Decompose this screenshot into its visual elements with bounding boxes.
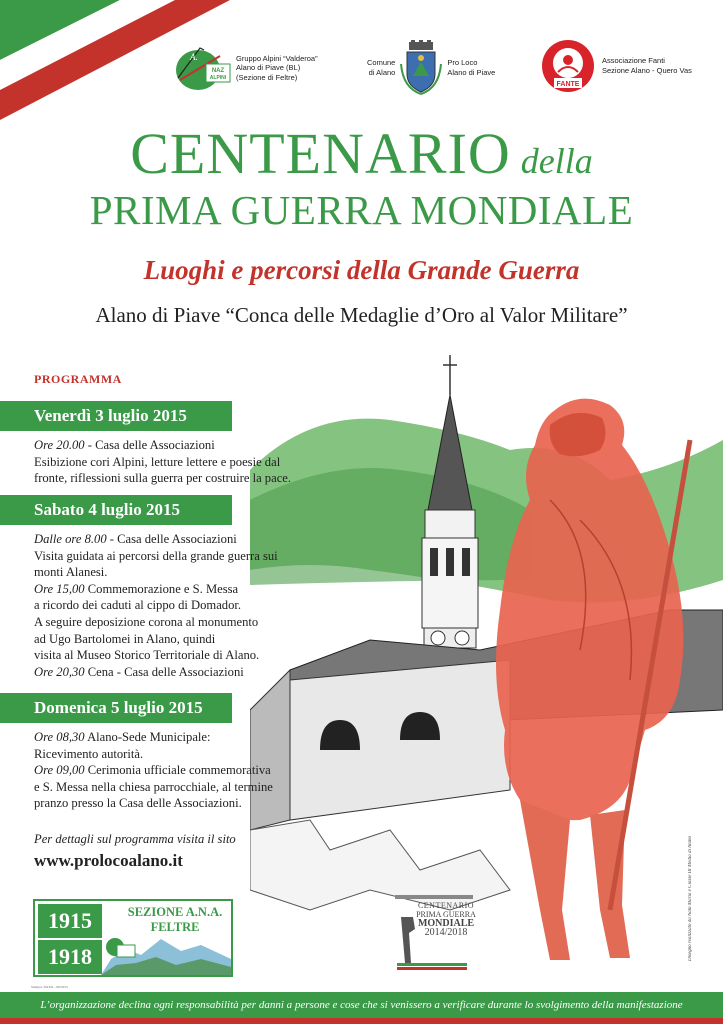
comune-text-1: Comune xyxy=(367,58,396,68)
centenary-logo-text: CENTENARIO PRIMA GUERRA MONDIALE 2014/2018 xyxy=(416,901,476,938)
schedule-line: fronte, riflessioni sulla guerra per costruire la pace. xyxy=(34,471,292,486)
comune-text-2: di Alano xyxy=(368,68,396,77)
friday-schedule xyxy=(34,437,291,487)
footer-disclaimer: L’organizzazione declina ogni responsabilità per danni a persone e cose che si venissero a verificare durante lo svolgimento della manifestazione xyxy=(0,992,723,1024)
proloco-text-2: Alano di Piave xyxy=(447,68,496,77)
fanti-text-2: Sezione Alano - Quero Vas xyxy=(602,66,692,75)
alpini-text-1: Gruppo Alpini “Valderoa” xyxy=(236,53,318,63)
schedule-line: Ore 08,30 Alano-Sede Municipale: xyxy=(34,730,211,744)
svg-text:FANTE: FANTE xyxy=(556,81,580,88)
schedule-line: Ore 09,00 Cerimonia ufficiale commemorativa xyxy=(34,763,271,778)
illustration-credit: Disegno realizzato da Nani Maria e Classe III Media di Alano xyxy=(688,836,693,961)
schedule-line: pranzo presso la Casa delle Associazioni. xyxy=(34,796,242,811)
ana-feltre-badge xyxy=(33,899,233,977)
title-line-2: PRIMA GUERRA MONDIALE xyxy=(89,187,634,233)
title-line-1 xyxy=(0,120,723,187)
schedule-line: monti Alanesi. xyxy=(34,565,108,580)
proloco-text-1: Pro Loco xyxy=(447,58,478,68)
alano-coat-of-arms-icon xyxy=(399,40,443,96)
svg-text:A.: A. xyxy=(190,52,198,62)
schedule-line: ad Ugo Bartolomei in Alano, quindi xyxy=(34,631,216,646)
sunday-schedule xyxy=(34,729,273,812)
schedule-line: Ore 20,30 Cena - Casa delle Associazioni xyxy=(34,664,244,679)
day-header-sunday: Domenica 5 luglio 2015 xyxy=(0,693,232,723)
ana-section-title: SEZIONE A.N.A. FELTRE xyxy=(127,905,223,934)
schedule-line: a ricordo dei caduti al cippo di Domador. xyxy=(34,598,242,613)
schedule-line: Ricevimento autorità. xyxy=(34,746,144,761)
day-header-friday: Venerdì 3 luglio 2015 xyxy=(0,401,232,431)
schedule-line: Visita guidata ai percorsi della grande guerra sui xyxy=(34,548,278,563)
year-1915: 1915 xyxy=(38,904,102,938)
website-link[interactable]: www.prolocoalano.it xyxy=(34,851,183,870)
alpini-group-logo xyxy=(170,38,318,98)
title-centenario: CENTENARIO xyxy=(130,121,511,186)
alpini-text-2: Alano di Piave (BL) xyxy=(236,63,301,73)
schedule-line: Ore 15,00 Commemorazione e S. Messa xyxy=(34,581,239,596)
soldier-bell-tower-illustration xyxy=(250,350,723,970)
footer-red-stripe xyxy=(0,1018,723,1024)
day-header-saturday: Sabato 4 luglio 2015 xyxy=(0,495,232,525)
fanti-logo-icon xyxy=(540,38,596,94)
print-info: Stampa: XXXX - 06/2015 xyxy=(31,985,68,989)
programma-heading: PROGRAMMA xyxy=(34,372,122,386)
schedule-line: Esibizione cori Alpini, letture lettere e poesie dal xyxy=(34,454,281,469)
schedule-line: Ore 20.00 - Casa delle Associazioni xyxy=(34,438,215,452)
alpini-text-3: (Sezione di Feltre) xyxy=(236,72,298,82)
fanti-logo xyxy=(540,38,692,94)
location-line: Alano di Piave “Conca delle Medaglie d’Oro al Valor Militare” xyxy=(95,303,628,327)
schedule-line: Dalle ore 8.00 - Casa delle Associazioni xyxy=(34,532,237,546)
alpini-logo-icon xyxy=(170,38,232,98)
subtitle: Luoghi e percorsi della Grande Guerra xyxy=(143,255,580,285)
comune-proloco-logo xyxy=(367,40,495,96)
schedule-line: e S. Messa nella chiesa parrocchiale, al termine xyxy=(34,779,273,794)
saturday-schedule xyxy=(34,531,278,680)
fanti-text-1: Associazione Fanti xyxy=(602,56,665,66)
svg-text:NAZ: NAZ xyxy=(211,68,225,74)
header-logos xyxy=(0,38,723,98)
year-1918: 1918 xyxy=(38,940,102,974)
title-della: della xyxy=(520,141,593,181)
details-text: Per dettagli sul programma visita il sito xyxy=(34,832,236,846)
schedule-line: A seguire deposizione corona al monumento xyxy=(34,614,259,629)
svg-text:ALPINI: ALPINI xyxy=(209,75,227,81)
mountain-landscape-icon xyxy=(101,929,231,975)
schedule-line: visita al Museo Storico Territoriale di Alano. xyxy=(34,648,260,663)
